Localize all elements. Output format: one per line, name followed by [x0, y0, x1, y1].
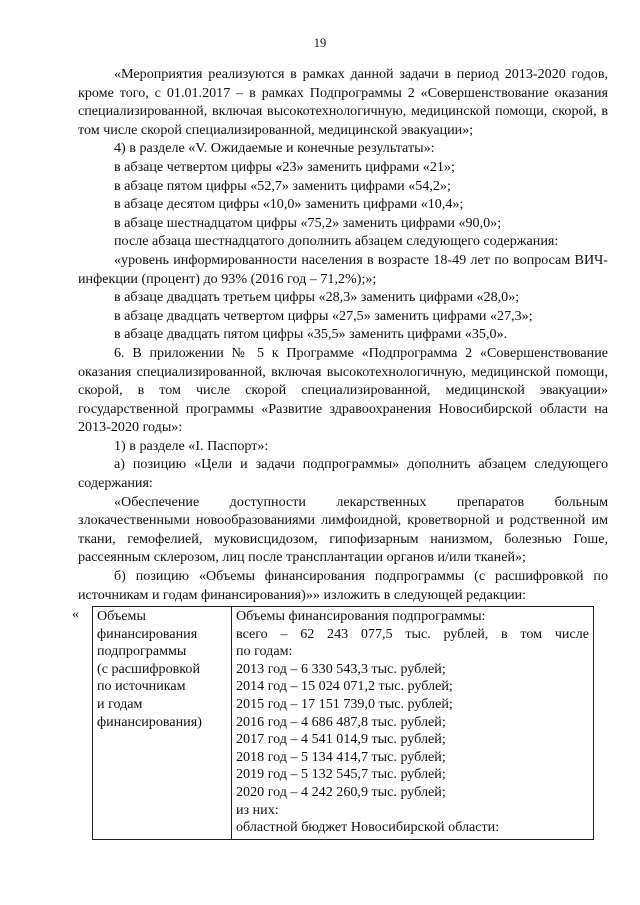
paragraph-abzac-16: в абзаце шестнадцатом цифры «75,2» заменить цифрами «90,0»; [114, 214, 502, 231]
funding-label-cell [93, 607, 232, 840]
paragraph-abzac-10: в абзаце десятом цифры «10,0» заменить цифрами «10,4»; [114, 196, 464, 213]
funding-regional-budget: областной бюджет Новосибирской области: [236, 819, 500, 836]
funding-year-2017: 2017 год – 4 541 014,9 тыс. рублей; [236, 731, 446, 748]
funding-by-years: по годам: [236, 643, 293, 660]
paragraph-abzac-25: в абзаце двадцать пятом цифры «35,5» заменить цифрами «35,0». [114, 326, 508, 343]
label-line: Объемы [97, 608, 146, 624]
document-body [78, 65, 608, 604]
paragraph-add-abzac: после абзаца шестнадцатого дополнить абзацем следующего содержания: [114, 233, 559, 250]
funding-value-cell [232, 607, 594, 840]
paragraph-goals-position: а) позицию «Цели и задачи подпрограммы» дополнить абзацем следующего содержания: [78, 456, 608, 492]
funding-total: всего – 62 243 077,5 тыс. рублей, в том числе [236, 625, 589, 642]
paragraph-section-i: 1) в разделе «I. Паспорт»: [114, 437, 269, 454]
table-row [93, 607, 594, 840]
label-line: подпрограммы [97, 643, 187, 660]
page-number: 19 [313, 36, 327, 50]
paragraph-drug-availability: «Обеспечение доступности лекарственных препаратов больным злокачественными новообразованиями лимфоидной, кроветворной и родственной им ткани, гемофелией, муковисцидозом, гипофизарным нанизмом, болезнью Гоше, рассеянным склерозом, лиц после трансплантации органов и/или тканей»; [78, 493, 608, 566]
opening-quote: « [72, 607, 79, 622]
label-line: финансирования [97, 625, 198, 642]
funding-table [92, 606, 594, 840]
funding-header: Объемы финансирования подпрограммы: [236, 608, 486, 624]
label-line: и годам [97, 695, 143, 712]
paragraph-events-period: «Мероприятия реализуются в рамках данной задачи в период 2013-2020 годов, кроме того, с 01.01.2017 – в рамках Подпрограммы 2 «Совершенствование оказания специализированной, включая высокотехнологичную, медицинской помощи, скорой, в том числе скорой специализированной, медицинской эвакуации»; [78, 66, 608, 138]
funding-year-2013: 2013 год – 6 330 543,3 тыс. рублей; [236, 660, 446, 677]
funding-year-2018: 2018 год – 5 134 414,7 тыс. рублей; [236, 748, 446, 765]
paragraph-funding-position: б) позицию «Объемы финансирования подпрограммы (с расшифровкой по источникам и годам финансирования)»» изложить в следующей редакции: [78, 568, 608, 603]
paragraph-section-v: 4) в разделе «V. Ожидаемые и конечные результаты»: [114, 140, 435, 157]
paragraph-hiv-awareness: «уровень информированности населения в возрасте 18-49 лет по вопросам ВИЧ-инфекции (процент) до 93% (2016 год – 71,2%);»; [78, 251, 608, 287]
paragraph-appendix-5: 6. В приложении № 5 к Программе «Подпрограмма 2 «Совершенствование оказания специализированной, включая высокотехнологичную, медицинской помощи, скорой, в том числе скорой специализированной, медицинской эвакуации» государственной программы «Развитие здравоохранения Новосибирской области на 2013-2020 годы»: [78, 344, 608, 436]
funding-year-2016: 2016 год – 4 686 487,8 тыс. рублей; [236, 713, 446, 730]
paragraph-abzac-5: в абзаце пятом цифры «52,7» заменить цифрами «54,2»; [114, 177, 451, 194]
funding-year-2020: 2020 год – 4 242 260,9 тыс. рублей; [236, 783, 446, 800]
funding-year-2015: 2015 год – 17 151 739,0 тыс. рублей; [236, 695, 453, 712]
paragraph-abzac-23: в абзаце двадцать третьем цифры «28,3» заменить цифрами «28,0»; [114, 289, 520, 306]
paragraph-abzac-4: в абзаце четвертом цифры «23» заменить цифрами «21»; [114, 158, 455, 175]
label-line: финансирования) [97, 713, 202, 730]
label-line: по источникам [97, 678, 186, 695]
funding-year-2014: 2014 год – 15 024 071,2 тыс. рублей; [236, 678, 453, 695]
label-line: (с расшифровкой [97, 660, 201, 677]
funding-year-2019: 2019 год – 5 132 545,7 тыс. рублей; [236, 766, 446, 783]
funding-of-them: из них: [236, 801, 279, 818]
paragraph-abzac-24: в абзаце двадцать четвертом цифры «27,5» заменить цифрами «27,3»; [114, 307, 533, 324]
